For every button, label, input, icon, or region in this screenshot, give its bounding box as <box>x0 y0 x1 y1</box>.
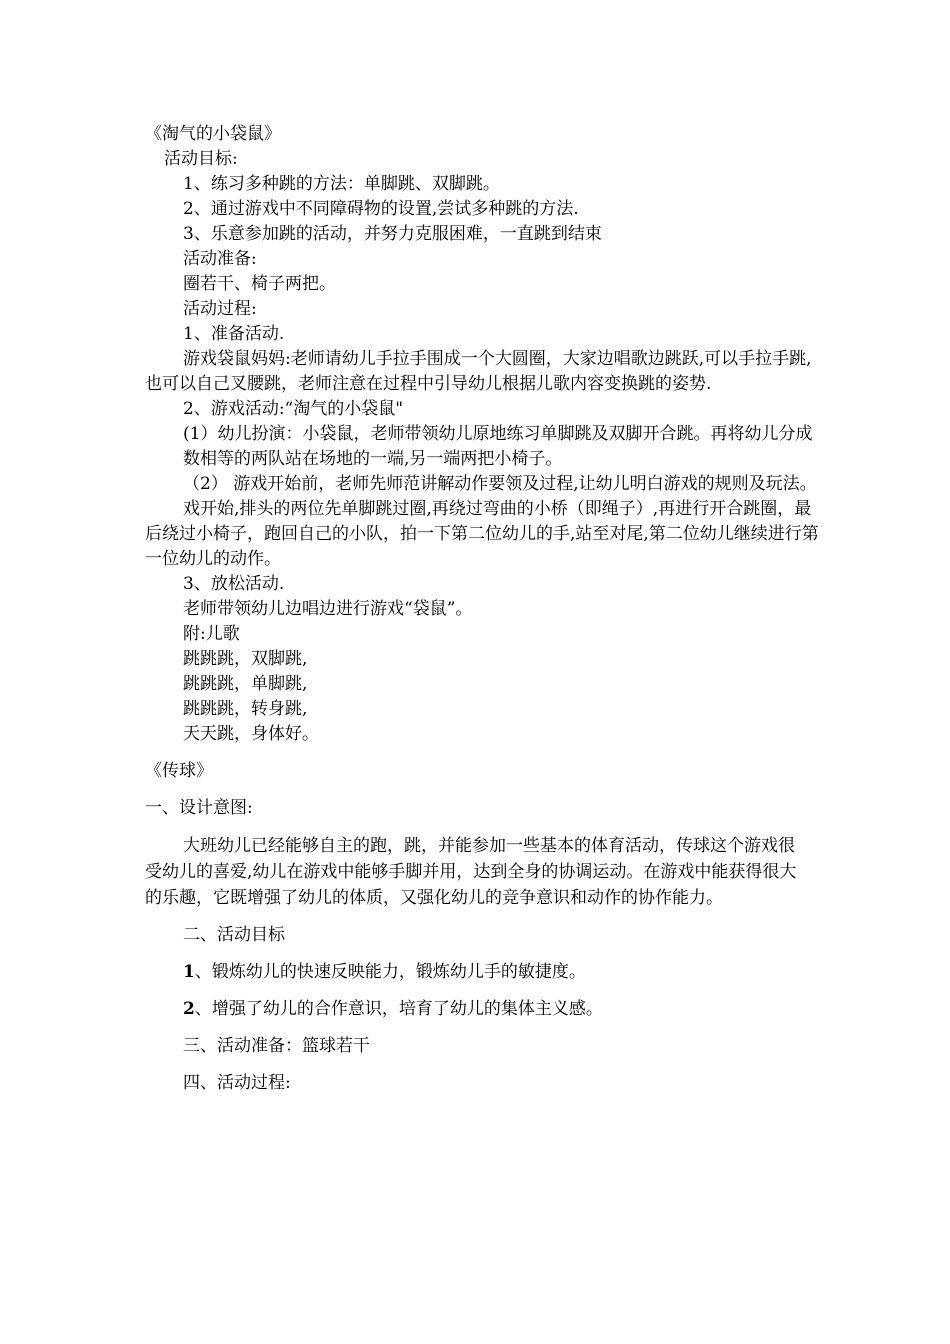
section1-goal-2: 2、通过游戏中不同障碍物的设置,尝试多种跳的方法. <box>183 199 579 219</box>
section1-prep-heading: 活动准备: <box>183 249 257 269</box>
section1-step3-text: 老师带领幼儿边唱边进行游戏“袋鼠”。 <box>183 599 473 619</box>
section1-prep: 圈若干、椅子两把。 <box>183 274 336 294</box>
section2-goals-heading: 二、活动目标 <box>183 925 285 945</box>
section1-step1-text: 游戏袋鼠妈妈:老师请幼儿手拉手围成一个大圆圈，大家边唱歌边跳跃,可以手拉手跳,也可以自己叉腰跳，老师注意在过程中引导幼儿根据儿歌内容变换跳的姿势. <box>145 349 812 394</box>
song-line-1: 跳跳跳，双脚跳, <box>183 649 308 669</box>
goal-2-number: 2 <box>183 999 195 1019</box>
section2-goal-2 <box>145 997 825 1022</box>
section2-goal-1 <box>145 960 825 985</box>
section2-design-heading: 一、设计意图: <box>145 798 253 818</box>
section2-prep: 三、活动准备：篮球若干 <box>183 1036 370 1056</box>
section1-step2-3: 戏开始,排头的两位先单脚跳过圈,再绕过弯曲的小桥（即绳子）,再进行开合跳圈，最后绕过小椅子，跑回自己的小队，拍一下第二位幼儿的手,站至对尾,第二位幼儿继续进行第一位幼儿的动作。 <box>145 499 819 569</box>
section1-song-heading: 附:儿歌 <box>183 624 240 644</box>
section1-process-heading: 活动过程: <box>183 299 257 319</box>
section1-step1: 1、准备活动. <box>183 324 285 344</box>
section1-step2-2: （2） 游戏开始前，老师先师范讲解动作要领及过程,让幼儿明白游戏的规则及玩法。 <box>183 474 817 494</box>
section1-goal-3: 3、乐意参加跳的活动，并努力克服困难，一直跳到结束 <box>183 224 602 244</box>
section2-title: 《传球》 <box>145 761 213 781</box>
document-page <box>145 122 825 1096</box>
goal-2-text: 、增强了幼儿的合作意识，培育了幼儿的集体主义感。 <box>194 999 603 1019</box>
song-line-4: 天天跳，身体好。 <box>183 724 319 744</box>
section1-step2-1b: 数相等的两队站在场地的一端,另一端两把小椅子。 <box>183 449 563 469</box>
section1-step2-1: (1）幼儿扮演：小袋鼠，老师带领幼儿原地练习单脚跳及双脚开合跳。再将幼儿分成 <box>183 424 813 444</box>
song-line-2: 跳跳跳，单脚跳, <box>183 674 308 694</box>
section1-step2: 2、游戏活动:“淘气的小袋鼠" <box>183 399 404 419</box>
song-line-3: 跳跳跳，转身跳, <box>183 699 308 719</box>
section1-goal-1: 1、练习多种跳的方法：单脚跳、双脚跳。 <box>183 174 500 194</box>
section1-title: 《淘气的小袋鼠》 <box>145 124 281 144</box>
section2-design-text: 大班幼儿已经能够自主的跑，跳，并能参加一些基本的体育活动，传球这个游戏很受幼儿的喜爱,幼儿在游戏中能够手脚并用，达到全身的协调运动。在游戏中能获得很大的乐趣，它既增强了幼儿的体质，又强化幼儿的竞争意识和动作的协作能力。 <box>145 836 797 908</box>
section2-process-heading: 四、活动过程: <box>183 1073 291 1093</box>
section1-goals-heading: 活动目标: <box>164 149 238 169</box>
goal-1-text: 、锻炼幼儿的快速反映能力，锻炼幼儿手的敏捷度。 <box>194 962 586 982</box>
section1-step3: 3、放松活动. <box>183 574 285 594</box>
goal-1-number: 1 <box>183 962 195 982</box>
